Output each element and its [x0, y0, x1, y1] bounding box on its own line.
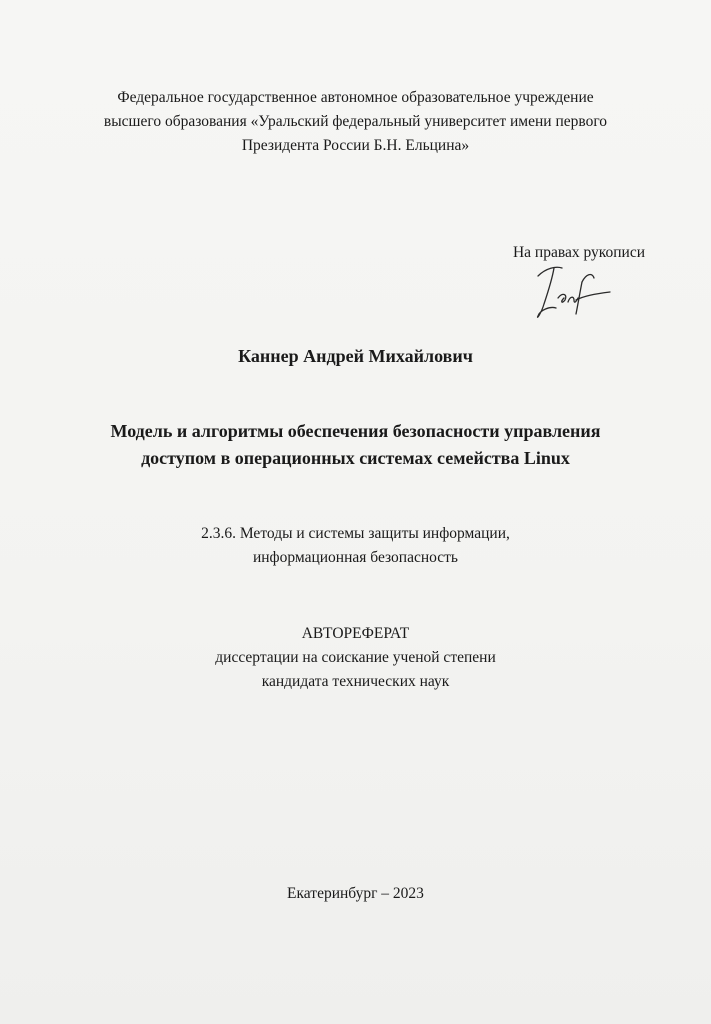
specialty [0, 522, 711, 570]
city-year: Екатеринбург – 2023 [287, 885, 424, 902]
dissertation-title [0, 418, 711, 472]
document-type [0, 622, 711, 694]
manuscript-note: На правах рукописи [512, 244, 645, 261]
signature-icon [532, 262, 616, 324]
author-name: Каннер Андрей Михайлович [238, 346, 473, 366]
specialty-line-2: информационная безопасность [252, 549, 459, 566]
organization-header [0, 86, 711, 158]
document-type-line-2: кандидата технических наук [261, 673, 450, 690]
specialty-line-1: 2.3.6. Методы и системы защиты информации, [201, 525, 510, 542]
document-type-line-1: диссертации на соискание ученой степени [215, 649, 496, 666]
organization-line-1: Федеральное государственное автономное образовательное учреждение [117, 89, 594, 106]
document-type-heading: АВТОРЕФЕРАТ [301, 625, 410, 642]
title-line-2: доступом в операционных системах семейства Linux [141, 448, 570, 468]
title-line-1: Модель и алгоритмы обеспечения безопасности управления [110, 421, 601, 441]
organization-line-2: высшего образования «Уральский федеральный университет имени первого [103, 113, 608, 130]
organization-line-3: Президента России Б.Н. Ельцина» [241, 137, 470, 154]
